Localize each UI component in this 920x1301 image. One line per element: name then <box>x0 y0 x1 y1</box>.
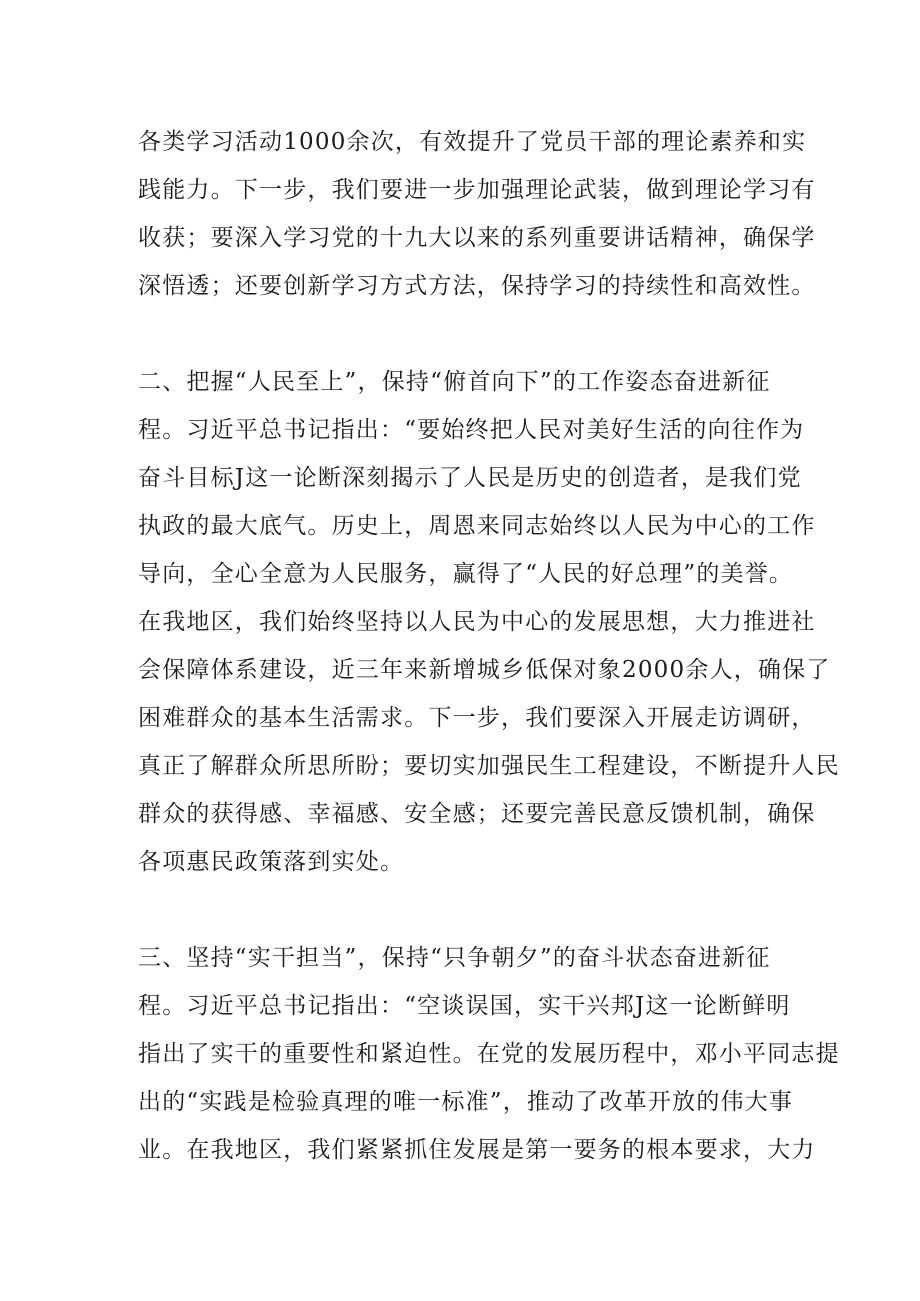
text-line: 收获；要深入学习党的十九大以来的系列重要讲话精神，确保学 <box>138 225 816 251</box>
text-line: 导向，全心全意为人民服务，赢得了“人民的好总理”的美誉。 <box>138 561 794 587</box>
text-line: 指出了实干的重要性和紧迫性。在党的发展历程中，邓小平同志提 <box>138 1041 840 1067</box>
text-line: 执政的最大底气。历史上，周恩来同志始终以人民为中心的工作 <box>138 513 816 539</box>
paragraph-study-activities <box>138 118 816 310</box>
text-line: 程。习近平总书记指出：“空谈误国，实干兴邦J这一论断鲜明 <box>138 993 791 1019</box>
text-line: 在我地区，我们始终坚持以人民为中心的发展思想，大力推进社 <box>138 609 816 635</box>
text-line: 三、坚持“实干担当”，保持“只争朝夕”的奋斗状态奋进新征 <box>138 945 771 971</box>
text-line: 出的“实践是检验真理的唯一标准”，推动了改革开放的伟大事 <box>138 1089 794 1115</box>
text-line: 二、把握“人民至上”，保持“俯首向下”的工作姿态奋进新征 <box>138 369 771 395</box>
text-line: 会保障体系建设，近三年来新增城乡低保对象2000余人，确保了 <box>138 657 831 683</box>
paragraph-people-first <box>138 358 840 886</box>
text-line: 业。在我地区，我们紧紧抓住发展是第一要务的根本要求，大力 <box>138 1137 816 1163</box>
text-line: 群众的获得感、幸福感、安全感；还要完善民意反馈机制，确保 <box>138 801 816 827</box>
text-line: 程。习近平总书记指出：“要始终把人民对美好生活的向往作为 <box>138 417 805 443</box>
text-line: 奋斗目标J这一论断深刻揭示了人民是历史的创造者，是我们党 <box>138 465 802 491</box>
text-line: 践能力。下一步，我们要进一步加强理论武装，做到理论学习有 <box>138 177 816 203</box>
text-line: 各类学习活动1000余次，有效提升了党员干部的理论素养和实 <box>138 129 807 155</box>
text-line: 各项惠民政策落到实处。 <box>138 849 405 875</box>
paragraph-hard-work <box>138 934 840 1174</box>
text-line: 困难群众的基本生活需求。下一步，我们要深入开展走访调研， <box>138 705 816 731</box>
text-line: 深悟透；还要创新学习方式方法，保持学习的持续性和高效性。 <box>138 273 816 299</box>
text-line: 真正了解群众所思所盼；要切实加强民生工程建设，不断提升人民 <box>138 753 840 779</box>
